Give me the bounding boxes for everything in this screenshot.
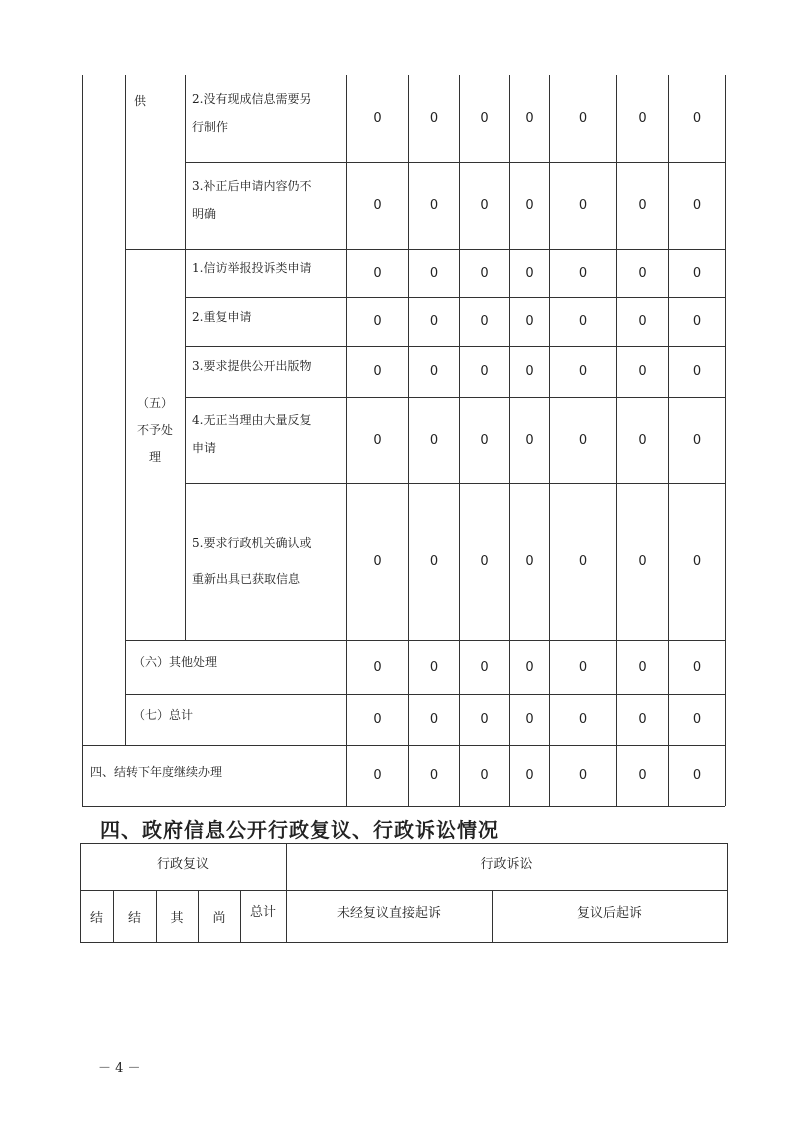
value-cell: 0 [373,659,382,675]
value-cell: 0 [692,659,702,675]
value-cell: 0 [480,659,489,675]
value-cell: 0 [429,198,439,213]
value-cell: 0 [578,265,588,281]
value-cell: 0 [638,198,647,213]
admin-review-header: 行政复议 [156,856,209,872]
row-label: 2.重复申请 [192,310,252,324]
sub-header: 结 [127,910,141,926]
sub-header: 尚 [212,910,226,926]
value-cell: 0 [525,198,534,213]
row-label: 3.要求提供公开出版物 [192,359,312,373]
value-cell: 0 [578,768,588,783]
value-cell: 0 [692,364,702,379]
value-cell: 0 [373,768,382,783]
value-cell: 0 [373,554,382,569]
row-label: 3.补正后申请内容仍不 明确 [192,179,312,221]
value-cell: 0 [480,712,489,727]
value-cell: 0 [692,265,702,281]
value-cell: 0 [429,768,439,783]
value-cell: 0 [692,768,702,783]
value-cell: 0 [578,364,588,379]
sub-header: 结 [89,910,103,926]
value-cell: 0 [638,554,647,569]
value-cell: 0 [638,314,647,329]
value-cell: 0 [373,111,382,126]
row-label: 1.信访举报投诉类申请 [192,261,312,275]
value-cell: 0 [373,712,382,727]
row-label: 2.没有现成信息需要另 行制作 [192,92,312,134]
row-label: 四、结转下年度继续办理 [90,765,223,779]
value-cell: 0 [692,432,702,448]
value-cell: 0 [429,111,439,126]
value-cell: 0 [429,659,439,675]
value-cell: 0 [692,198,702,213]
value-cell: 0 [638,768,647,783]
value-cell: 0 [692,111,702,126]
value-cell: 0 [429,364,439,379]
value-cell: 0 [480,198,489,213]
value-cell: 0 [525,111,534,126]
admin-litigation-header: 行政诉讼 [480,856,533,872]
value-cell: 0 [578,432,588,448]
row-label: （七）总计 [133,708,194,722]
value-cell: 0 [373,314,382,329]
page-number: － 4 － [98,1061,141,1076]
after-review-suit-header: 复议后起诉 [576,905,642,921]
value-cell: 0 [638,364,647,379]
value-cell: 0 [578,554,588,569]
value-cell: 0 [480,432,489,448]
value-cell: 0 [525,364,534,379]
value-cell: 0 [429,314,439,329]
value-cell: 0 [373,432,382,448]
value-cell: 0 [480,111,489,126]
value-cell: 0 [480,768,489,783]
row-label: （六）其他处理 [133,655,218,669]
value-cell: 0 [373,265,382,281]
value-cell: 0 [525,432,534,448]
value-cell: 0 [578,111,588,126]
value-cell: 0 [525,659,534,675]
value-cell: 0 [525,265,534,281]
value-cell: 0 [525,712,534,727]
value-cell: 0 [638,659,647,675]
value-cell: 0 [480,364,489,379]
sub-header-total: 总计 [249,904,276,920]
value-cell: 0 [638,712,647,727]
value-cell: 0 [638,111,647,126]
value-cell: 0 [480,554,489,569]
value-cell: 0 [525,554,534,569]
group-continued-label: 供 [134,94,147,108]
value-cell: 0 [578,198,588,213]
value-cell: 0 [525,314,534,329]
value-cell: 0 [429,265,439,281]
value-cell: 0 [578,659,588,675]
direct-suit-header: 未经复议直接起诉 [336,905,441,921]
value-cell: 0 [692,314,702,329]
value-cell: 0 [480,314,489,329]
value-cell: 0 [692,712,702,727]
group5-label: （五） 不予处 理 [136,396,173,464]
value-cell: 0 [373,364,382,379]
section4-heading: 四、政府信息公开行政复议、行政诉讼情况 [100,818,499,842]
row-label: 4.无正当理由大量反复 申请 [192,413,312,455]
value-cell: 0 [578,712,588,727]
value-cell: 0 [373,198,382,213]
value-cell: 0 [429,432,439,448]
value-cell: 0 [429,554,439,569]
row-label: 5.要求行政机关确认或 重新出具已获取信息 [192,536,312,586]
value-cell: 0 [638,432,647,448]
value-cell: 0 [578,314,588,329]
value-cell: 0 [638,265,647,281]
value-cell: 0 [525,768,534,783]
value-cell: 0 [429,712,439,727]
sub-header: 其 [170,910,184,926]
value-cell: 0 [692,554,702,569]
value-cell: 0 [480,265,489,281]
